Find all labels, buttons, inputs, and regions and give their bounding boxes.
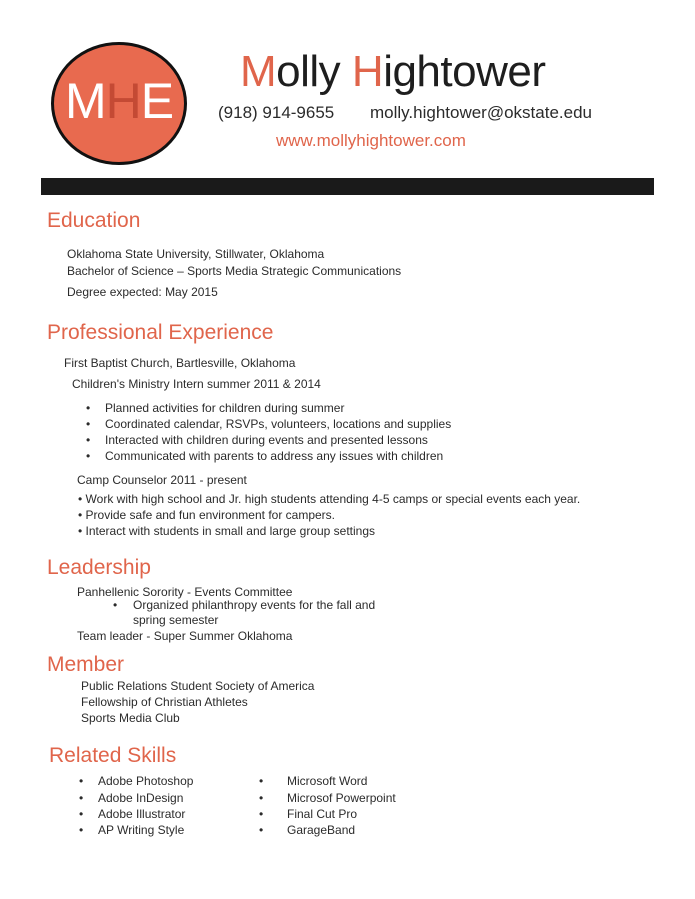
bullet-icon: • [79, 807, 84, 821]
skill-item: GarageBand [287, 823, 356, 837]
leadership-item: Team leader - Super Summer Oklahoma [77, 629, 293, 643]
skill-item: Adobe Illustrator [98, 807, 186, 821]
bullet-icon: • [79, 774, 84, 788]
logo-letter-h: H [105, 73, 141, 129]
skill-item: Adobe Photoshop [98, 774, 194, 788]
bullet-icon: • [113, 598, 118, 612]
list-item: Organized philanthropy events for the fall and [133, 598, 376, 612]
bullet-icon: • [259, 774, 264, 788]
logo-letter-m: M [64, 73, 106, 129]
skills-heading: Related Skills [49, 744, 177, 767]
phone-number: (918) 914-9655 [218, 103, 335, 122]
education-line: Bachelor of Science – Sports Media Strategic Communications [67, 264, 402, 278]
website-link[interactable]: www.mollyhightower.com [276, 131, 466, 150]
experience-org: First Baptist Church, Bartlesville, Oklahoma [64, 356, 296, 370]
bullet-icon: • [86, 449, 91, 463]
bullet-icon: • [79, 791, 84, 805]
list-item: Planned activities for children during summer [105, 401, 345, 415]
bullet-icon: • [86, 401, 91, 415]
monogram-text [54, 73, 184, 129]
header-divider-bar [41, 178, 654, 195]
bullet-icon: • [259, 823, 264, 837]
experience-heading: Professional Experience [47, 321, 274, 344]
skill-item: Microsof Powerpoint [287, 791, 396, 805]
education-line: Oklahoma State University, Stillwater, Oklahoma [67, 247, 325, 261]
list-item: • Work with high school and Jr. high students attending 4-5 camps or special events each year. [78, 492, 581, 506]
member-item: Public Relations Student Society of America [81, 679, 315, 693]
bullet-icon: • [79, 823, 84, 837]
bullet-icon: • [259, 791, 264, 805]
leadership-heading: Leadership [47, 556, 151, 579]
education-heading: Education [47, 209, 141, 232]
member-item: Fellowship of Christian Athletes [81, 695, 248, 709]
skill-item: Final Cut Pro [287, 807, 358, 821]
name-initial-last: H [351, 47, 384, 96]
member-heading: Member [47, 653, 125, 676]
page-title [240, 44, 546, 100]
skill-item: Microsoft Word [287, 774, 368, 788]
list-item: Interacted with children during events and presented lessons [105, 433, 428, 447]
experience-role: Children's Ministry Intern summer 2011 & 2014 [72, 377, 321, 391]
name-first-rest: olly [276, 47, 352, 96]
skill-item: AP Writing Style [98, 823, 185, 837]
name-initial-first: M [240, 47, 277, 96]
monogram-logo [51, 42, 187, 165]
list-item: Communicated with parents to address any issues with children [105, 449, 444, 463]
leadership-item: Panhellenic Sorority - Events Committee [77, 585, 293, 599]
logo-letter-e: E [140, 73, 174, 129]
list-item: Coordinated calendar, RSVPs, volunteers, locations and supplies [105, 417, 452, 431]
bullet-icon: • [86, 417, 91, 431]
list-item: • Interact with students in small and large group settings [78, 524, 376, 538]
list-item: • Provide safe and fun environment for campers. [78, 508, 335, 522]
list-item: spring semester [133, 613, 219, 627]
name-last-rest: ightower [383, 47, 546, 96]
email-address: molly.hightower@okstate.edu [370, 103, 592, 122]
bullet-icon: • [86, 433, 91, 447]
experience-role: Camp Counselor 2011 - present [77, 473, 247, 487]
member-item: Sports Media Club [81, 711, 180, 725]
bullet-icon: • [259, 807, 264, 821]
education-line: Degree expected: May 2015 [67, 285, 218, 299]
skill-item: Adobe InDesign [98, 791, 184, 805]
